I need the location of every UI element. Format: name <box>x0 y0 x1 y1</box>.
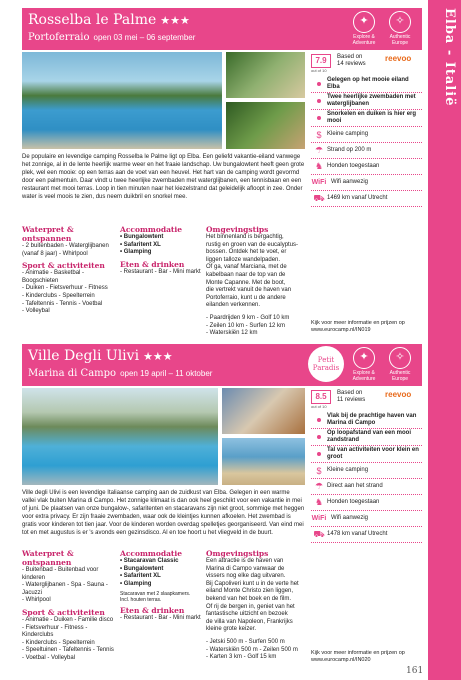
highlight-item: Gelegen op het mooie eiland Elba <box>311 76 422 93</box>
beach-photo <box>222 438 305 485</box>
highlight-item: Tal van activiteiten voor klein en groot <box>311 446 422 463</box>
fact-item: ⛟ 1478 km vanaf Utrecht <box>311 527 422 543</box>
camp-dates: open 03 mei – 06 september <box>93 33 196 42</box>
family-photo <box>222 388 305 434</box>
camp-description: De populaire en levendige camping Rosselba le Palme ligt op Elba. Een geliefd vakantie-eiland vanwege het zonnige, al in de lente heerlijk warme weer en het fraaie landschap. Uw bungalowtent heeft geen grote plek, wel een mooie: op een terras aan de voet van een heuvel. Het hart van de camping wordt gevormd door een palmentuin. Daar vindt u twee heerlijke zwembaden met waterglijbanen, een tennisbaan en een restaurant met mooi terras. Loop in tien minuten naar het kiezelstrand dat geleidelijk afloopt in zee. Onder water is veel moois te zien, dus neem duikbril en snorkel mee. <box>22 154 305 200</box>
badge-authentic: ✧ Authentic Europe <box>384 11 416 46</box>
dollar-icon: $ <box>316 465 322 476</box>
camp-card <box>22 8 422 338</box>
camp-sidebar <box>311 54 422 207</box>
camp-card <box>22 344 422 674</box>
section-heading: Omgevingstips <box>206 549 269 558</box>
hiker-icon: ✦ <box>353 347 375 369</box>
camp-name: Ville Degli Ulivi <box>28 348 140 364</box>
section-heading: Waterpret & ontspannen <box>22 225 74 243</box>
fact-item: $ Kleine camping <box>311 127 422 143</box>
wifi-icon: WiFi <box>311 179 327 186</box>
compass-icon: ✧ <box>389 347 411 369</box>
section-heading: Accommodatie <box>120 549 183 558</box>
beach-icon: ☂ <box>314 481 324 491</box>
highlight-item: Vlak bij de prachtige haven van Marina di Campo <box>311 412 422 429</box>
star-rating: ★★★ <box>160 14 190 27</box>
fact-item: ☂ Strand op 200 m <box>311 143 422 159</box>
section-heading: Eten & drinken <box>120 606 185 616</box>
bungalow-photo <box>226 102 305 149</box>
terrace-photo <box>226 52 305 98</box>
highlight-item: Snorkelen en duiken is hier erg mooi <box>311 110 422 127</box>
camp-header <box>22 344 422 386</box>
fact-item: ♞ Honden toegestaan <box>311 495 422 511</box>
photo-collage <box>22 52 305 149</box>
fact-item: WiFi Wifi aanwezig <box>311 175 422 191</box>
camp-description: Ville degli Ulivi is een levendige Italiaanse camping aan de zuidkust van Elba. Gelegen in een warme vallei vlak buiten Marina di Campo. Het zonnige klimaat is dan ook heel geschikt voor een vakantie in mei of juni. De plaatsen van onze bungalow-, safaritenten en stacaravans zijn niet groot, sommige met heggen voor extra privacy. Er zijn fraaie zwembaden, waar ook de kleintjes kunnen afkoelen. Het zwembad is gratis voor kinderen tot tien jaar. Voor de kinderen worden overdag spelletjes georganiseerd. Van eind mei tot en met augustus is er 's avonds een gezinsdisco. Al en toe hoort u het vliegveld in de buurt. <box>22 490 305 536</box>
reevoo-logo: reevoo <box>385 54 412 63</box>
more-info-link[interactable]: Kijk voor meer informatie en prijzen op www.eurocamp.nl/IN019 <box>311 320 405 333</box>
section-heading: Waterpret & ontspannen <box>22 549 74 567</box>
review-rating: 8.5 out of 10 Based on 11 reviews reevoo <box>311 390 412 409</box>
fact-item: WiFi Wifi aanwezig <box>311 511 422 527</box>
fact-item: ⛟ 1469 km vanaf Utrecht <box>311 191 422 207</box>
more-info-link[interactable]: Kijk voor meer informatie en prijzen op www.eurocamp.nl/IN020 <box>311 650 405 663</box>
car-icon: ⛟ <box>313 192 325 203</box>
review-score: 7.9 <box>311 54 331 68</box>
camp-sidebar <box>311 390 422 543</box>
camp-dates: open 19 april – 11 oktober <box>120 369 213 378</box>
section-heading: Omgevingstips <box>206 225 269 234</box>
fact-item: ☂ Direct aan het strand <box>311 479 422 495</box>
highlight-item: Op loopafstand van een mooi zandstrand <box>311 429 422 446</box>
compass-icon: ✧ <box>389 11 411 33</box>
highlight-item: Twee heerlijke zwembaden met waterglijbanen <box>311 93 422 110</box>
page-number: 161 <box>406 666 424 676</box>
info-columns: Waterpret & ontspannen - 2 buitenbaden - Waterglijbanen (vanaf 8 jaar) - Whirlpool Sport & activiteiten - Animatie - Basketbal - Boogschieten - Duiken - Fietsverhuur - Fitness - Kinderclubs - Speelterrein - Tafeltennis - Tennis - Voetbal - Volleybal Accommodatie • Bungalowtent • Safaritent XL • Glamping Eten & drinken - Restaurant - Bar - Mini markt Omgevingstips Het binnenland is bergachtig, rustig en groen van de eucalyptus- bossen. Ontdek het te voet, er liggen talloze wandelpaden. Of ga, vanaf Marciana, met de kabelbaan naar de top van de Monte Capanne. Met de boot, die vertrekt vanuit de haven van Portoferraio, kunt u de andere eilanden verkennen. - Paardrijden 9 km - Golf 10 km - Zeilen 10 km - Surfen 12 km - Waterskiën 12 km <box>22 222 312 338</box>
camp-name: Rosselba le Palme <box>28 12 157 28</box>
camp-location: Portoferraio <box>28 32 90 43</box>
star-rating: ★★★ <box>143 350 173 363</box>
petit-paradis-logo: Petit Paradis <box>308 346 344 382</box>
section-heading: Sport & activiteiten <box>22 261 105 271</box>
fact-item: ♞ Honden toegestaan <box>311 159 422 175</box>
dog-icon: ♞ <box>314 497 324 507</box>
badge-authentic: ✧ Authentic Europe <box>384 347 416 382</box>
side-tab-label: Elba - Italië <box>442 8 457 107</box>
review-score: 8.5 <box>311 390 331 404</box>
beach-icon: ☂ <box>314 145 324 155</box>
badge-explore: ✦ Explore & Adventure <box>348 347 380 382</box>
fact-item: $ Kleine camping <box>311 463 422 479</box>
pool-photo <box>22 52 222 149</box>
review-rating: 7.9 out of 10 Based on 14 reviews reevoo <box>311 54 412 73</box>
section-heading: Eten & drinken <box>120 259 185 269</box>
dollar-icon: $ <box>316 129 322 140</box>
info-columns: Waterpret & ontspannen - Buitenbad - Buitenbad voor kinderen - Waterglijbanen - Spa - Sauna - Jacuzzi - Whirlpool Sport & activiteiten - Animatie - Duiken - Familie disco - Fietsverhuur - Fitness - Kinderclubs - Kinderclubs - Speelterrein - Speeltuinen - Tafeltennis - Tennis - Voetbal - Volleybal Accommodatie • Stacaravan Classic • Bungalowtent • Safaritent XL • Glamping Stacaravan met 2 slaapkamers. Incl. houten terras. Eten & drinken - Restaurant - Bar - Mini markt Omgevingstips Een attractie is de haven van Marina di Campo vanwaar de vissers nog elke dag uitvaren. Bij Capoliveri kunt u in de verte het eiland Monte Christo zien liggen, bekend van het boek en de film. Of rij de bergen in, geniet van het fantastische uitzicht en bezoek de villa van Napoleon, Frankrijks kleine grote keizer. - Jetski 500 m - Surfen 500 m - Waterskiën 500 m - Zeilen 500 m - Karten 3 km - Golf 15 km <box>22 546 312 663</box>
badge-explore: ✦ Explore & Adventure <box>348 11 380 46</box>
pool-photo <box>22 388 218 485</box>
dog-icon: ♞ <box>314 161 324 171</box>
wifi-icon: WiFi <box>311 515 327 522</box>
section-heading: Sport & activiteiten <box>22 607 105 617</box>
section-heading: Accommodatie <box>120 225 183 234</box>
photo-collage <box>22 388 305 485</box>
camp-header <box>22 8 422 50</box>
camp-location: Marina di Campo <box>28 368 117 379</box>
hiker-icon: ✦ <box>353 11 375 33</box>
car-icon: ⛟ <box>313 528 325 539</box>
reevoo-logo: reevoo <box>385 390 412 399</box>
